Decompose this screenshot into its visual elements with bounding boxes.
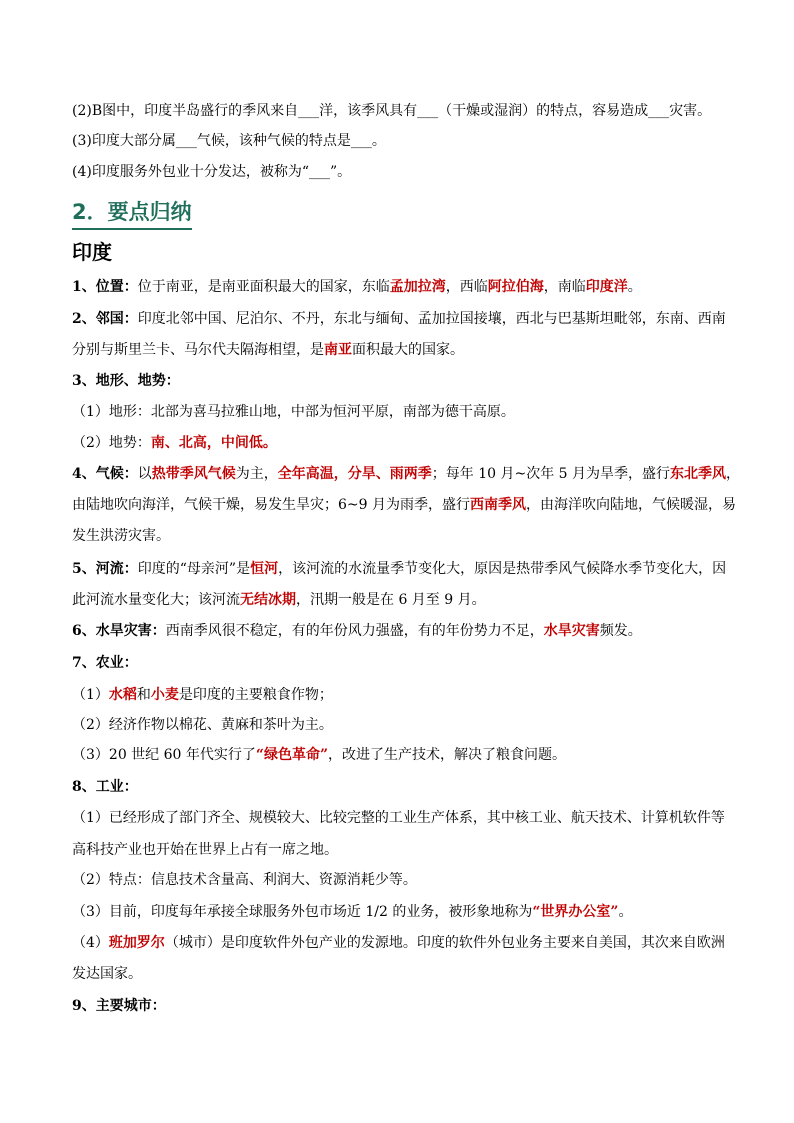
- industry-3: [72, 902, 732, 922]
- agriculture-1: [72, 685, 732, 705]
- point-river-cont: [72, 590, 732, 610]
- text: ，: [726, 466, 741, 482]
- terrain-landform: （1）地形：北部为喜马拉雅山地，中部为恒河平原，南部为德干高原。: [72, 404, 515, 420]
- text: （4）: [72, 935, 109, 951]
- highlight: 恒河: [250, 561, 279, 577]
- highlight: 水旱灾害: [543, 623, 600, 639]
- point-label: 2、邻国：: [72, 311, 138, 327]
- text: 西南季风很不稳定，有的年份风力强盛，有的年份势力不足，: [165, 623, 544, 639]
- agriculture-2: （2）经济作物以棉花、黄麻和茶叶为主。: [72, 717, 333, 733]
- point-label: 1、位置：: [72, 279, 138, 295]
- point-climate-cont2: 发生洪涝灾害。: [72, 528, 170, 544]
- point-industry: 8、工业：: [72, 779, 138, 795]
- text: 频发。: [599, 623, 642, 639]
- highlight: 东北季风: [670, 466, 727, 482]
- text: 印度北邻中国、尼泊尔、不丹，东北与缅甸、孟加拉国接壤，西北与巴基斯坦毗邻，东南、西南: [137, 311, 726, 327]
- highlight: 水稻: [108, 687, 137, 703]
- point-terrain: 3、地形、地势：: [72, 373, 180, 389]
- text: 和: [136, 687, 151, 703]
- highlight: “世界办公室”: [532, 904, 619, 920]
- point-label: 5、河流：: [72, 561, 138, 577]
- section-title: 2．要点归纳: [72, 196, 192, 230]
- point-river: [72, 559, 732, 579]
- text: 分别与斯里兰卡、马尔代夫隔海相望，是: [72, 342, 324, 358]
- industry-1: （1）已经形成了部门齐全、规模较大、比较完整的工业生产体系，其中核工业、航天技术、计算机软件等: [72, 810, 725, 826]
- highlight: 南、北高，中间低。: [150, 435, 277, 451]
- text: 以: [137, 466, 152, 482]
- highlight: 无结冰期: [240, 592, 296, 608]
- question-3: (3)印度大部分属___气候，该种气候的特点是___。: [72, 133, 386, 149]
- point-climate: [72, 464, 741, 484]
- highlight: 西南季风: [470, 497, 526, 513]
- highlight: 南亚: [324, 342, 352, 358]
- text: ；每年 10 月~次年 5 月为旱季，盛行: [431, 466, 671, 482]
- point-neighbors-cont: [72, 340, 732, 360]
- highlight: 孟加拉湾: [389, 279, 446, 295]
- point-neighbors: [72, 309, 732, 329]
- text: ，该河流的水流量季节变化大，原因是热带季风气候降水季节变化大，因: [278, 561, 727, 577]
- highlight: 热带季风气候: [151, 466, 236, 482]
- highlight: “绿色革命”: [255, 747, 328, 763]
- point-label: 6、水旱灾害：: [72, 623, 166, 639]
- terrain-elevation: [72, 433, 732, 453]
- point-location: [72, 277, 732, 297]
- text: 为主，: [235, 466, 278, 482]
- highlight: 班加罗尔: [108, 935, 165, 951]
- text: 此河流水量变化大；该河流: [72, 592, 240, 608]
- text: （2）地势：: [72, 435, 151, 451]
- text: 印度的“母亲河”是: [137, 561, 251, 577]
- text: 位于南亚，是南亚面积最大的国家，东临: [137, 279, 390, 295]
- industry-1-cont: 高科技产业也开始在世界上占有一席之地。: [72, 842, 338, 858]
- text: ，汛期一般是在 6 月至 9 月。: [296, 592, 486, 608]
- text: ，南临: [543, 279, 586, 295]
- industry-4: [72, 933, 732, 953]
- point-climate-cont: [72, 495, 736, 515]
- text: ，西临: [445, 279, 488, 295]
- industry-4-cont: 发达国家。: [72, 966, 142, 982]
- text: 是印度的主要粮食作物；: [178, 687, 333, 703]
- highlight: 印度洋: [585, 279, 628, 295]
- point-disasters: [72, 621, 732, 641]
- text: （3）20 世纪 60 年代实行了: [72, 747, 256, 763]
- point-agriculture: 7、农业：: [72, 655, 138, 671]
- industry-2: （2）特点：信息技术含量高、利润大、资源消耗少等。: [72, 872, 417, 888]
- text: 面积最大的国家。: [352, 342, 464, 358]
- text: 。: [627, 279, 642, 295]
- highlight: 全年高温，分旱、雨两季: [277, 466, 432, 482]
- text: 由陆地吹向海洋，气候干燥，易发生旱灾；6~9 月为雨季，盛行: [72, 497, 470, 513]
- point-cities: 9、主要城市：: [72, 998, 166, 1014]
- text: （3）目前，印度每年承接全球服务外包市场近 1/2 的业务，被形象地称为: [72, 904, 533, 920]
- highlight: 阿拉伯海: [487, 279, 544, 295]
- text: ，由海洋吹向陆地，气候暖湿，易: [526, 497, 736, 513]
- text: （1）: [72, 687, 109, 703]
- subject-heading: 印度: [72, 240, 112, 264]
- highlight: 小麦: [150, 687, 179, 703]
- question-2: (2)B图中，印度半岛盛行的季风来自___洋，该季风具有___（干燥或湿润）的特点，容易造成___灾害。: [72, 103, 712, 119]
- text: （城市）是印度软件外包产业的发源地。印度的软件外包业务主要来自美国，其次来自欧洲: [164, 935, 725, 951]
- agriculture-3: [72, 745, 732, 765]
- point-label: 4、气候：: [72, 466, 138, 482]
- text: ，改进了生产技术，解决了粮食问题。: [328, 747, 566, 763]
- text: 。: [618, 904, 633, 920]
- question-4: (4)印度服务外包业十分发达，被称为“___”。: [72, 164, 352, 180]
